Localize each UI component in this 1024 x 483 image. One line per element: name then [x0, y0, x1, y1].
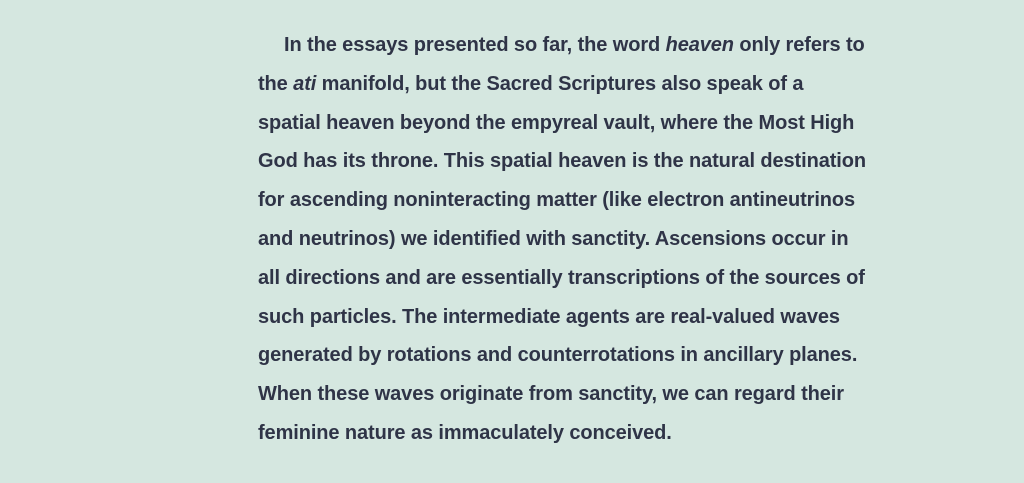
text-line — [258, 26, 958, 65]
text-run: manifold, but the Sacred Scriptures also speak of a — [316, 72, 804, 95]
text-line — [258, 65, 958, 104]
text-run: In the essays presented so far, the word — [284, 34, 666, 56]
text-run: only refers to — [733, 34, 865, 56]
text-line: When these waves originate from sanctity, we can regard their — [258, 383, 844, 406]
text-line: for ascending noninteracting matter (like electron antineutrinos — [258, 189, 856, 212]
text-line: such particles. The intermediate agents are real-valued waves — [258, 305, 840, 328]
body-paragraph — [258, 26, 958, 453]
emphasis-ati: ati — [293, 72, 317, 95]
text-line: spatial heaven beyond the empyreal vault, where the Most High — [258, 111, 855, 134]
text-line: and neutrinos) we identified with sanctity. Ascensions occur in — [258, 227, 849, 250]
text-line: generated by rotations and counterrotations in ancillary planes. — [258, 344, 858, 367]
emphasis-heaven: heaven — [665, 34, 734, 56]
text-line: feminine nature as immaculately conceived. — [258, 421, 672, 444]
text-line: all directions and are essentially transcriptions of the sources of — [258, 266, 865, 289]
text-run: the — [258, 72, 294, 95]
text-line: God has its throne. This spatial heaven is the natural destination — [258, 150, 866, 173]
